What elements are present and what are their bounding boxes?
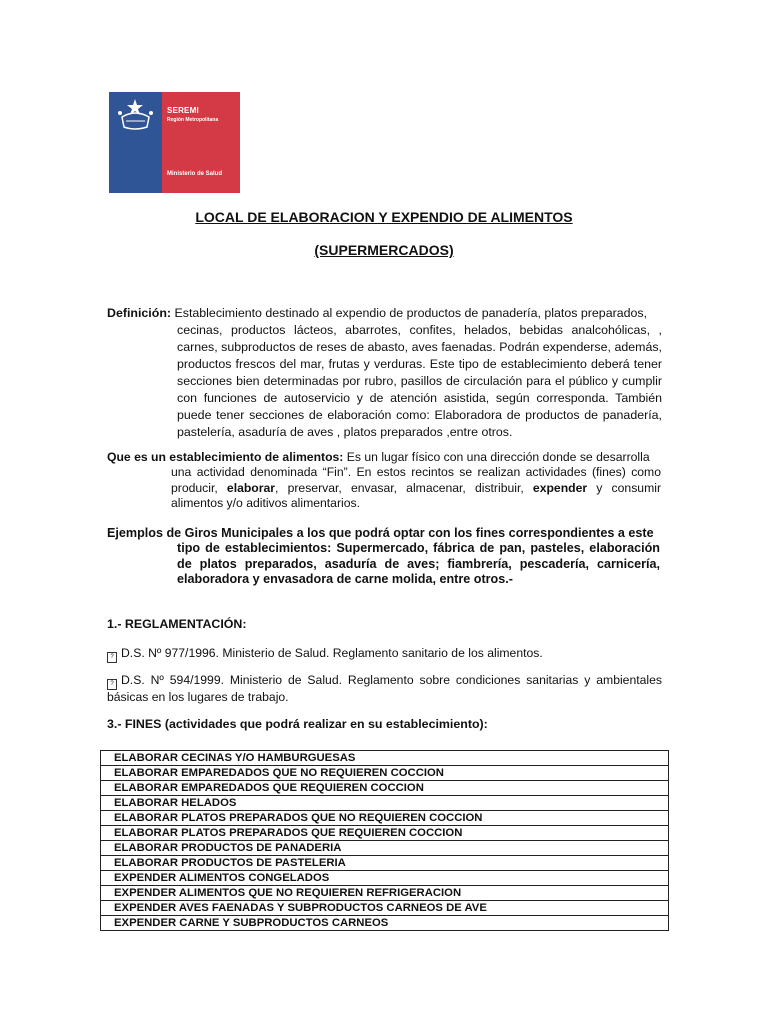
document-subtitle: (SUPERMERCADOS) [314,242,454,258]
que-es-text-b: , preservar, envasar, almacenar, distribuir, [275,480,533,495]
ejemplos-first-line: Ejemplos de Giros Municipales a los que podrá optar con los fines correspondientes a este [107,526,654,540]
definition-label: Definición: [107,306,172,320]
table-row [101,751,669,766]
logo-seremi-text: SEREMI [167,106,199,115]
que-es-first-line [107,450,661,466]
table-cell: ELABORAR PLATOS PREPARADOS QUE REQUIEREN COCCION [101,826,669,841]
reglamentacion-heading: 1.- REGLAMENTACIÓN: [107,617,247,631]
table-row [101,766,669,781]
chile-crest-icon [114,97,157,131]
reglamento-item [107,645,662,662]
bullet-box-icon: ? [107,652,117,663]
table-row [101,841,669,856]
table-row [101,826,669,841]
table-row [101,796,669,811]
logo-blue-panel [109,92,162,193]
que-es-label: Que es un establecimiento de alimentos: [107,450,344,464]
table-cell: EXPENDER ALIMENTOS CONGELADOS [101,871,669,886]
logo-red-panel [162,92,240,193]
table-cell: ELABORAR PRODUCTOS DE PASTELERIA [101,856,669,871]
reglamento-item [107,672,662,706]
que-es-text-a: una actividad denominada “Fin”. En estos recintos se realizan actividades (fines) como producir, [171,465,661,495]
que-es-first-text: Es un lugar físico con una dirección donde se desarrolla [346,450,650,464]
bullet-box-icon: ? [107,679,117,690]
que-es-bold-expender: expender [532,480,588,495]
table-cell: EXPENDER CARNE Y SUBPRODUCTOS CARNEOS [101,916,669,931]
table-row [101,916,669,931]
table-cell: ELABORAR EMPAREDADOS QUE NO REQUIEREN COCCION [101,766,669,781]
table-cell: ELABORAR HELADOS [101,796,669,811]
table-row [101,901,669,916]
table-row [101,856,669,871]
table-row [101,886,669,901]
reglamento-item-text: D.S. Nº 977/1996. Ministerio de Salud. Reglamento sanitario de los alimentos. [121,646,543,660]
ejemplos-body: tipo de establecimientos: Supermercado, fábrica de pan, pasteles, elaboración de platos preparados, asaduría de aves; fiambrería, pescadería, carnicería, elaboradora y envasadora de carne molida, entre otros.- [177,541,660,587]
logo-ministry-text: Ministerio de Salud [167,171,223,177]
document-title: LOCAL DE ELABORACION Y EXPENDIO DE ALIMENTOS [195,209,573,225]
table-cell: ELABORAR PLATOS PREPARADOS QUE NO REQUIEREN COCCION [101,811,669,826]
reglamento-item-text: D.S. Nº 594/1999. Ministerio de Salud. Reglamento sobre condiciones sanitarias y ambientales básicas en los lugares de trabajo. [107,673,662,704]
table-row [101,781,669,796]
table-row [101,811,669,826]
logo-region-text: Región Metropolitana [167,117,219,123]
que-es-bold-elaborar: elaborar [226,480,276,495]
table-cell: ELABORAR PRODUCTOS DE PANADERIA [101,841,669,856]
table-cell: EXPENDER ALIMENTOS QUE NO REQUIEREN REFRIGERACION [101,886,669,901]
seremi-logo [109,92,240,193]
definition-first-line [107,305,667,322]
que-es-text-c: y consumir alimentos y/o aditivos alimentarios. [171,480,661,510]
table-cell: ELABORAR CECINAS Y/O HAMBURGUESAS [101,751,669,766]
que-es-body [171,465,661,512]
fines-heading: 3.- FINES (actividades que podrá realizar en su establecimiento): [107,717,488,731]
definition-body: cecinas, productos lácteos, abarrotes, confites, helados, bebidas analcohólicas, , carnes, subproductos de reses de abasto, aves faenadas. Podrán expenderse, además, productos frescos del mar, frutas y verduras. Este tipo de establecimiento deberá tener secciones bien determinadas por rubro, pasillos de circulación para el público y cumplir con funciones de autoservicio y de atención asistida, según corresponda. También puede tener secciones de elaboración como: Elaboradora de productos de panadería, pastelería, asaduría de aves , platos preparados ,entre otros. [177,323,662,439]
fines-table [100,750,669,931]
definition-first-text: Establecimiento destinado al expendio de productos de panadería, platos preparados, [174,306,648,320]
table-cell: EXPENDER AVES FAENADAS Y SUBPRODUCTOS CARNEOS DE AVE [101,901,669,916]
table-row [101,871,669,886]
table-cell: ELABORAR EMPAREDADOS QUE REQUIEREN COCCION [101,781,669,796]
